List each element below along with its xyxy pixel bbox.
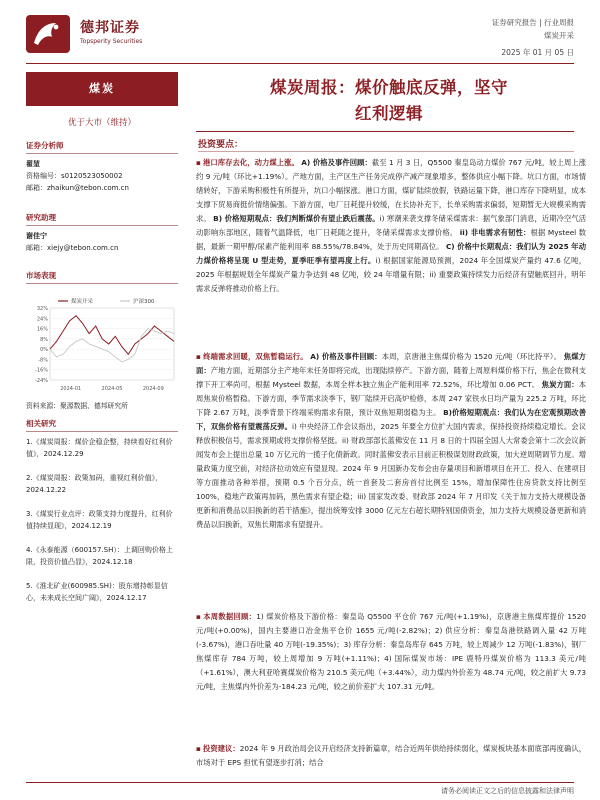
analyst-heading: 证券分析师 (26, 140, 178, 154)
bullet-icon: ▪ (196, 612, 202, 621)
paragraph-coking-coal: ▪ 终端需求回暖，双焦暂稳运行。 A) 价格及事件回顾：本周，京唐港主焦煤价格为 1520 元/吨（环比持平）。 焦煤方面：产地方面，近期部分主产地年末任务即将完成，出现陆续停产。下游方面，随着上周原料煤价格下行，焦企在微利支撑下开工率尚可，根据 Mysteel 数据，本周全样本独立焦企产能利用率 72.52%，环比增加 0.06 PCT。 焦炭方面：本周焦炭价格暂稳。下游方面，季节需求淡季下，钢厂陆续开启高炉检修，本周 247 家铁水日均产量为 225.2 万吨，环比下降 2.67 万吨，淡季背景下终端采购需求有限，预计双焦短期弱稳为主。 B)价格短期观点：我们认为在宏观预期改善下，双焦价格有望震荡反弹。i) 中央经济工作会议指出，2025 年要全方位扩大国内需求，保持投资持续稳定增长。会议释放积极信号，需求预期或将支撑价格坚挺。ii) 财政部部长蓝佛安在 11 月 8 日的十四届全国人大常委会第十二次会议新闻发布会上提出总量 10 万亿元的一揽子化债新政。同时蓝佛安表示目前正积极谋划财政政策，加大逆周期调节力度。增量政策力度空前，对经济拉动效应有望显现。2024 年 9 月国新办发布会由存量项目和新增项目在开工、投入、在建项目等方面推动各种举措，预期 0.5 个百分点，统一首套及二套房首付比例至 15%，增加保障性住房贷款支持比例至 100%，稳地产政策再加码，黑色需求有望企稳；iii) 国家发改委、财政部 2024 年 7 月印发《关于加力支持大规模设备更新和消费品以旧换新的若干措施》，提出统筹安排 3000 亿元左右超长期特别国债资金，加力支持大规模设备更新和消费品以旧换新，双焦长期需求有望提升。 (196, 352, 587, 529)
report-type: 证券研究报告 | 行业周报 (491, 18, 574, 27)
footer-divider (26, 782, 574, 783)
bullet-icon: ▪ (196, 744, 201, 753)
assistant-info (26, 230, 178, 254)
y-tick-label: 16% (36, 326, 48, 333)
assistant-name: 谢佳宁 (26, 232, 47, 240)
plot-frame (50, 308, 174, 380)
brand-block (80, 20, 142, 45)
related-item[interactable]: 1.《煤炭周报：煤价企稳企整，持续看好红利价值》，2024.12.29 (26, 438, 173, 458)
x-tick-label: 2024-05 (101, 386, 123, 392)
report-title-line1: 煤炭周报：煤价触底反弹，坚守 (270, 78, 508, 97)
legend-label: 沪深300 (133, 299, 155, 305)
y-tick-label: 8% (40, 336, 48, 343)
related-item[interactable]: 5.《淮北矿业(600985.SH)：股东增持彰显信心，未来成长空间广阔》，2024.12.17 (26, 582, 168, 602)
y-tick-label: 24% (36, 316, 48, 323)
sidebar (26, 72, 178, 772)
series-line (50, 329, 174, 362)
bullet-icon: ▪ (196, 158, 202, 167)
industry-tag: 煤炭 (26, 72, 178, 106)
market-chart (26, 294, 178, 394)
para-lead: 本周数据回顾： (203, 612, 257, 621)
rating: 优于大市（维持） (67, 118, 136, 128)
company-logo (26, 15, 70, 53)
analyst-email[interactable]: 邮箱：zhaikun@tebon.com.cn (26, 184, 129, 192)
para-lead: 投资建议： (203, 744, 240, 753)
y-tick-label: -24% (35, 378, 48, 384)
chart-source: 资料来源：聚源数据、德邦研究所 (26, 402, 128, 410)
legend-label: 煤炭开采 (71, 299, 94, 305)
y-tick-label: -16% (35, 367, 48, 374)
brand-name-en: Topsperity Securities (80, 38, 143, 45)
y-tick-label: -8% (38, 357, 48, 364)
para-lead: 终端需求回暖，双焦暂稳运行。 (203, 352, 308, 361)
assistant-email[interactable]: 邮箱：xiejy@tebon.com.cn (26, 244, 119, 252)
related-item[interactable]: 3.《煤炭行业点评：政策支持力度提升，红利价值持续显现》，2024.12.19 (26, 510, 173, 530)
footer-disclaimer: 请务必阅读正文之后的信息披露和法律声明 (441, 787, 574, 795)
assistant-heading: 研究助理 (26, 212, 178, 226)
y-tick-label: 0% (40, 347, 48, 354)
report-meta (492, 16, 574, 59)
analyst-name: 翟堃 (26, 160, 40, 168)
para-lead: 港口库存去化，动力煤上涨。 (203, 158, 299, 167)
paragraph-thermal-coal: ▪ 港口库存去化，动力煤上涨。 A) 价格及事件回顾：截至 1 月 3 日，Q5500 秦皇岛动力煤价 767 元/吨，较上周上涨约 9 元/吨（环比+1.19%）。产地方面，主产区生产任务完成停产减产现象增多，整体供应小幅下降。坑口方面，市场情绪转好，下游采购积极性有所提升，坑口小幅探涨。港口方面，煤矿陆续放假，铁路运量下降，港口库存下降明显，成本支撑下贸易商挺价情绪偏强。下游方面，电厂日耗提升较缓，在长协补充下，长单采购需求偏弱，短期暂无大规模采购需求。 B) 价格短期观点：我们判断煤价有望止跌后震荡。i) 寒潮来袭支撑冬储采煤需求：据气象部门消息，近期冷空气活动影响东部地区，随着气温降低，电厂日耗随之提升，冬储采煤需求支撑价格。 ii) 非电需求有韧性：根据 Mysteel 数据，最新一期甲醇/尿素产能利用率 88.55%/78.84%，处于历史同期高位。 C) 价格中长期观点：我们认为 2025 年动力煤价格将呈现 U 型走势，夏季旺季有望再度上行。i) 根据国家能源局预测，2024 年全国煤炭产量约 47.6 亿吨，2025 年根据规划全年煤炭产量力争达到 48 亿吨，较 24 年增量有限；ii) 重要政策持续发力后经济有望触底回升，明年需求反弹将推动价格上行。 (196, 158, 587, 293)
market-chart-svg (26, 294, 178, 394)
report-date: 2025 年 01 月 05 日 (501, 48, 574, 57)
related-heading: 相关研究 (26, 418, 178, 432)
report-industry: 煤炭开采 (544, 31, 574, 40)
paragraph-weekly-data: ▪ 本周数据回顾：1) 煤炭价格及下游价格：秦皇岛 Q5500 平仓价 767 元/吨(+1.19%)，京唐港主焦煤库提价 1520 元/吨(+0.00%)，国内主要港口冶金焦平仓价 1655 元/吨(-2.82%)；2) 供应分析：秦皇岛港铁路调入量 42 万吨(-3.67%)，港口吞吐量 40 万吨(-19.35%)；3) 库存分析：秦皇岛库存 645 万吨，较上周减少 12 万吨(-1.83%)，钢厂焦煤库存 784 万吨，较上周增加 9 万吨(+1.11%)；4) 国际煤炭市场：IPE 鹿特丹煤炭价格为 113.3 美元/吨（+1.61%），澳大利亚哈赛煤炭价格为 210.5 美元/吨（+3.44%），动力煤内外价差为 48.74 元/吨，较之前扩大 9.73 元/吨，主焦煤内外价差为-184.23 元/吨，较之前价差扩大 107.31 元/吨。 (196, 612, 586, 691)
series-line (50, 316, 174, 355)
bullet-icon: ▪ (196, 352, 202, 361)
y-tick-label: 32% (36, 306, 48, 312)
key-points-heading: 投资要点： (198, 140, 244, 150)
analyst-cert: 资格编号：s0120523050002 (26, 172, 123, 180)
report-title-line2: 红利逻辑 (355, 104, 423, 123)
title-divider (196, 131, 574, 132)
key-points-divider (198, 151, 574, 152)
brand-name-cn: 德邦证券 (80, 20, 140, 36)
x-tick-label: 2024-01 (60, 386, 82, 392)
related-item[interactable]: 2.《煤炭周报：政策加码，重视红利价值》，2024.12.22 (26, 474, 163, 494)
x-tick-label: 2024-09 (142, 386, 164, 392)
paragraph-investment-advice: ▪ 投资建议：2024 年 9 月政治局会议开启经济支持新篇章，结合近两年供给持续弱化，煤炭板块基本面底部再度确认，市场对于 EPS 担忧有望逐步打消；结合 (196, 744, 586, 767)
header-divider (26, 63, 574, 64)
related-item[interactable]: 4.《永泰能源（600157.SH）：上调回购价格上限，投资价值凸显》，2024.12.18 (26, 546, 173, 566)
analyst-info (26, 158, 178, 194)
market-heading: 市场表现 (26, 270, 178, 284)
